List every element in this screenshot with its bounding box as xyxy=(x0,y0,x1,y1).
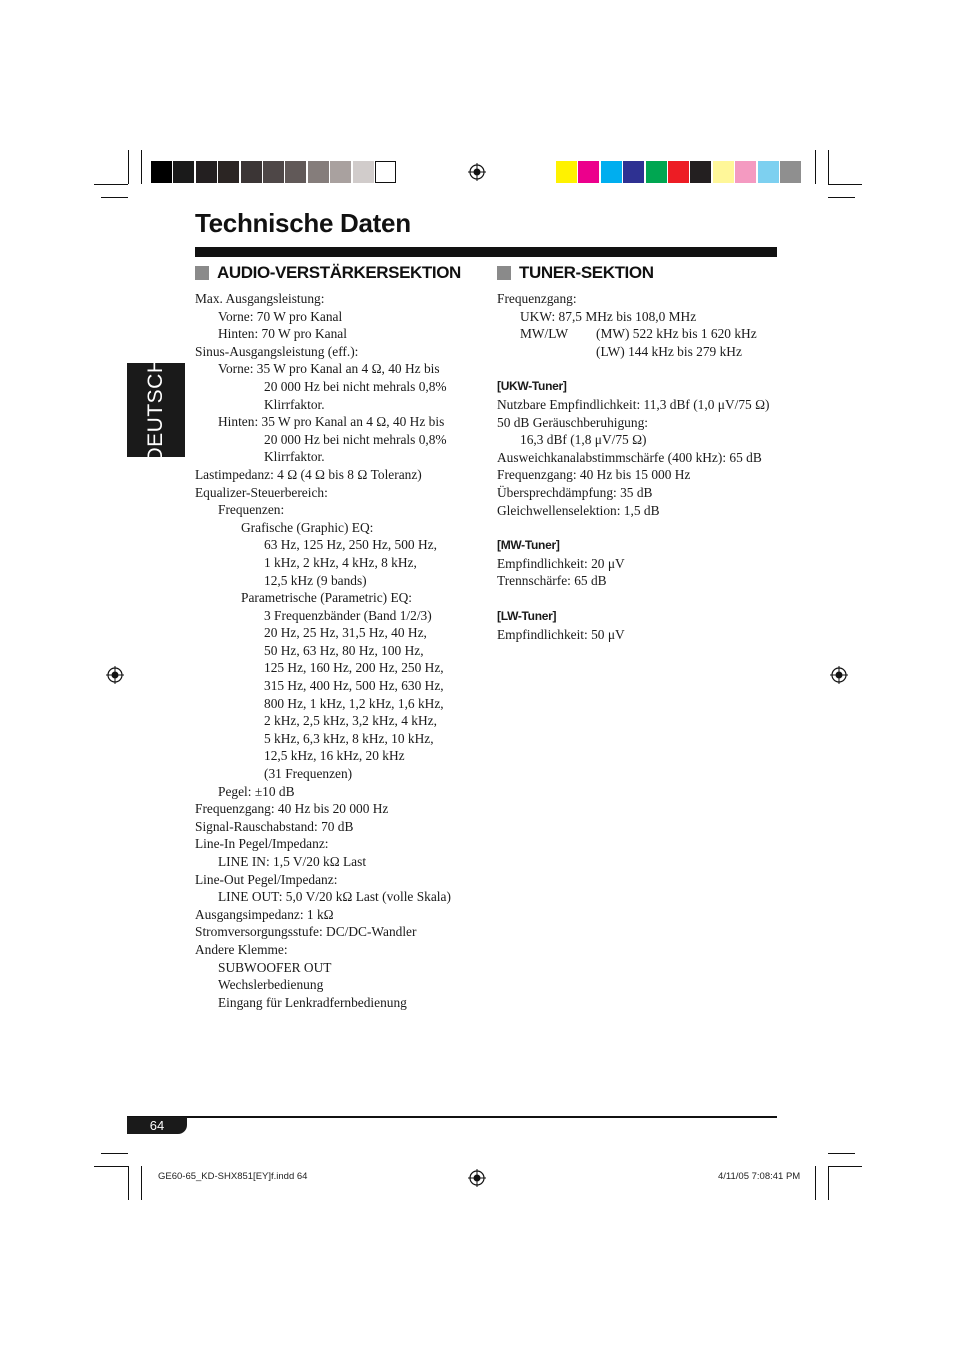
audio-section-heading xyxy=(195,263,461,283)
calibration-swatch xyxy=(578,161,599,183)
audio-spec-line: Eingang für Lenkradfernbedienung xyxy=(218,994,407,1010)
audio-spec-line: Grafische (Graphic) EQ: xyxy=(241,519,374,535)
square-bullet-icon xyxy=(497,266,511,280)
tuner-mwlw-row xyxy=(497,325,787,343)
audio-spec-line: Lastimpedanz: 4 Ω (4 Ω bis 8 Ω Toleranz) xyxy=(195,466,422,482)
calibration-swatch xyxy=(330,161,351,183)
audio-spec-line: 20 Hz, 25 Hz, 31,5 Hz, 40 Hz, xyxy=(264,625,427,641)
page-title: Technische Daten xyxy=(195,208,411,238)
tuner-section-heading xyxy=(497,263,654,283)
lw-tuner-list xyxy=(497,626,787,644)
registration-mark-icon xyxy=(468,163,486,181)
calibration-swatch xyxy=(690,161,711,183)
ukw-spec-line: Ausweichkanalabstimmschärfe (400 kHz): 65 dB xyxy=(497,449,762,465)
calibration-swatch xyxy=(601,161,622,183)
audio-spec-line: 20 000 Hz bei nicht mehrals 0,8% xyxy=(264,431,447,447)
audio-spec-line: Sinus-Ausgangsleistung (eff.): xyxy=(195,343,359,359)
mw-tuner-list xyxy=(497,555,787,590)
calibration-swatch xyxy=(646,161,667,183)
calibration-swatch xyxy=(285,161,306,183)
calibration-swatch xyxy=(556,161,577,183)
audio-spec-line: Stromversorgungsstufe: DC/DC-Wandler xyxy=(195,924,417,940)
ukw-spec-line: Gleichwellenselektion: 1,5 dB xyxy=(497,502,660,518)
audio-spec-line: Andere Klemme: xyxy=(195,941,288,957)
slug-filename: GE60-65_KD-SHX851[EY]f.indd 64 xyxy=(158,1171,308,1182)
ukw-spec-line: 16,3 dBf (1,8 μV/75 Ω) xyxy=(520,432,647,448)
lw-tuner-heading: [LW-Tuner] xyxy=(497,608,557,623)
audio-spec-line: (31 Frequenzen) xyxy=(264,766,353,782)
audio-spec-line: Parametrische (Parametric) EQ: xyxy=(241,590,413,606)
calibration-swatch xyxy=(735,161,756,183)
audio-spec-line: 315 Hz, 400 Hz, 500 Hz, 630 Hz, xyxy=(264,678,444,694)
calibration-swatch xyxy=(218,161,239,183)
audio-spec-line: Frequenzen: xyxy=(218,502,285,518)
audio-spec-line: Vorne: 70 W pro Kanal xyxy=(218,308,343,324)
title-rule xyxy=(195,247,777,257)
audio-spec-line: 63 Hz, 125 Hz, 250 Hz, 500 Hz, xyxy=(264,537,437,553)
registration-mark-icon xyxy=(106,666,124,684)
audio-spec-line: LINE OUT: 5,0 V/20 kΩ Last (volle Skala) xyxy=(218,889,451,905)
audio-heading-text: AUDIO-VERSTÄRKERSEKTION xyxy=(217,263,461,282)
audio-spec-line: Pegel: ±10 dB xyxy=(218,783,295,799)
audio-spec-line: Vorne: 35 W pro Kanal an 4 Ω, 40 Hz bis xyxy=(218,361,440,377)
tuner-spec-list xyxy=(497,290,787,643)
calibration-swatch xyxy=(241,161,262,183)
tuner-freq-label: Frequenzgang: xyxy=(497,291,577,306)
tuner-heading-text: TUNER-SEKTION xyxy=(519,263,654,282)
mw-tuner-heading: [MW-Tuner] xyxy=(497,538,560,553)
audio-spec-line: Equalizer-Steuerbereich: xyxy=(195,484,328,500)
audio-spec-line: 3 Frequenzbänder (Band 1/2/3) xyxy=(264,607,432,623)
mw-spec-line: Empfindlichkeit: 20 μV xyxy=(497,555,625,571)
calibration-swatch xyxy=(758,161,779,183)
calibration-swatch xyxy=(353,161,374,183)
audio-spec-line: 1 kHz, 2 kHz, 4 kHz, 8 kHz, xyxy=(264,554,417,570)
audio-spec-list xyxy=(195,290,485,1011)
audio-spec-line: 50 Hz, 63 Hz, 80 Hz, 100 Hz, xyxy=(264,642,424,658)
audio-spec-line: 12,5 kHz (9 bands) xyxy=(264,572,367,588)
calibration-swatch xyxy=(713,161,734,183)
language-tab xyxy=(127,357,185,463)
ukw-spec-line: 50 dB Geräuschberuhigung: xyxy=(497,414,648,430)
audio-spec-line: LINE IN: 1,5 V/20 kΩ Last xyxy=(218,854,367,869)
ukw-spec-line: Frequenzgang: 40 Hz bis 15 000 Hz xyxy=(497,467,691,483)
audio-spec-line: 125 Hz, 160 Hz, 200 Hz, 250 Hz, xyxy=(264,660,444,676)
tuner-mw-range: (MW) 522 kHz bis 1 620 kHz xyxy=(596,326,757,342)
calibration-swatch xyxy=(668,161,689,183)
calibration-swatch xyxy=(196,161,217,183)
tuner-lw-range: (LW) 144 kHz bis 279 kHz xyxy=(596,343,742,359)
audio-spec-line: Signal-Rauschabstand: 70 dB xyxy=(195,818,354,834)
page-number: 64 xyxy=(149,1118,165,1133)
ukw-tuner-list xyxy=(497,396,787,519)
audio-spec-line: Klirrfaktor. xyxy=(264,449,325,465)
calibration-swatch xyxy=(263,161,284,183)
audio-spec-line: Line-Out Pegel/Impedanz: xyxy=(195,871,338,887)
ukw-spec-line: Übersprechdämpfung: 35 dB xyxy=(497,484,653,500)
calibration-swatch xyxy=(151,161,172,183)
calibration-swatch xyxy=(623,161,644,183)
audio-spec-line: 5 kHz, 6,3 kHz, 8 kHz, 10 kHz, xyxy=(264,730,434,746)
audio-spec-line: Ausgangsimpedanz: 1 kΩ xyxy=(195,906,334,922)
audio-spec-line: SUBWOOFER OUT xyxy=(218,959,332,975)
slug-timestamp: 4/11/05 7:08:41 PM xyxy=(718,1171,801,1182)
registration-mark-icon xyxy=(830,666,848,684)
audio-spec-line: Klirrfaktor. xyxy=(264,396,325,412)
calibration-swatch xyxy=(308,161,329,183)
audio-spec-line: 12,5 kHz, 16 kHz, 20 kHz xyxy=(264,748,405,764)
audio-spec-line: Hinten: 35 W pro Kanal an 4 Ω, 40 Hz bis xyxy=(218,414,445,430)
tuner-mwlw-label: MW/LW xyxy=(520,326,569,342)
audio-spec-line: Wechslerbedienung xyxy=(218,977,324,993)
audio-spec-line: 800 Hz, 1 kHz, 1,2 kHz, 1,6 kHz, xyxy=(264,695,444,711)
audio-spec-line: Max. Ausgangsleistung: xyxy=(195,291,325,306)
language-tab-label: DEUTSCH xyxy=(144,357,167,463)
footer-rule xyxy=(127,1116,777,1118)
registration-mark-icon xyxy=(468,1169,486,1187)
calibration-swatch xyxy=(375,161,396,183)
audio-spec-line: 20 000 Hz bei nicht mehrals 0,8% xyxy=(264,378,447,394)
audio-spec-line: Frequenzgang: 40 Hz bis 20 000 Hz xyxy=(195,801,389,817)
audio-spec-line: Line-In Pegel/Impedanz: xyxy=(195,836,329,852)
audio-spec-line: 2 kHz, 2,5 kHz, 3,2 kHz, 4 kHz, xyxy=(264,713,437,729)
square-bullet-icon xyxy=(195,266,209,280)
tuner-ukw-range: UKW: 87,5 MHz bis 108,0 MHz xyxy=(520,308,697,324)
mw-spec-line: Trennschärfe: 65 dB xyxy=(497,573,607,589)
audio-spec-line: Hinten: 70 W pro Kanal xyxy=(218,326,347,342)
calibration-swatch xyxy=(780,161,801,183)
calibration-swatch xyxy=(173,161,194,183)
lw-spec-line: Empfindlichkeit: 50 μV xyxy=(497,626,625,642)
page-number-tab xyxy=(127,1117,187,1134)
ukw-tuner-heading: [UKW-Tuner] xyxy=(497,379,567,394)
ukw-spec-line: Nutzbare Empfindlichkeit: 11,3 dBf (1,0 μV/75 Ω) xyxy=(497,396,770,412)
